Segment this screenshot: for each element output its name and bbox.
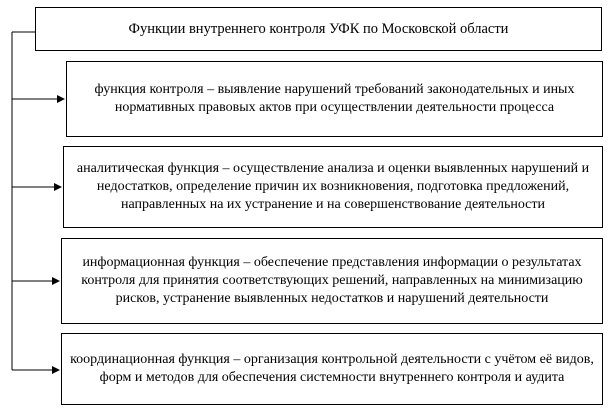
information-function-box — [61, 238, 603, 324]
diagram-header-box — [35, 7, 602, 51]
analytical-function-box — [63, 146, 603, 228]
analytical-function-text: аналитическая функция – осуществление анализа и оценки выявленных нарушений и недостатков, определение причин их возникновения, подготовка предложений, направленных на их устранение и на совершенствование деятельности — [76, 161, 590, 212]
control-function-text: функция контроля – выявление нарушений требований законодательных и иных нормативных правовых актов при осуществлении деятельности процесса — [94, 82, 575, 115]
control-function-box — [66, 61, 603, 137]
coordination-function-text: координационная функция – организация контрольной деятельности с учётом её видов, форм и методов для обеспечения системности внутреннего контроля и аудита — [70, 352, 594, 385]
diagram-header-text: Функции внутреннего контроля УФК по Московской области — [128, 21, 509, 37]
coordination-function-box — [61, 333, 603, 405]
information-function-text: информационная функция – обеспечение представления информации о результатах контроля для принятия соответствующих решений, направленных на минимизацию рисков, устранение выявленных недостатков и нарушений деятельности — [81, 255, 583, 306]
